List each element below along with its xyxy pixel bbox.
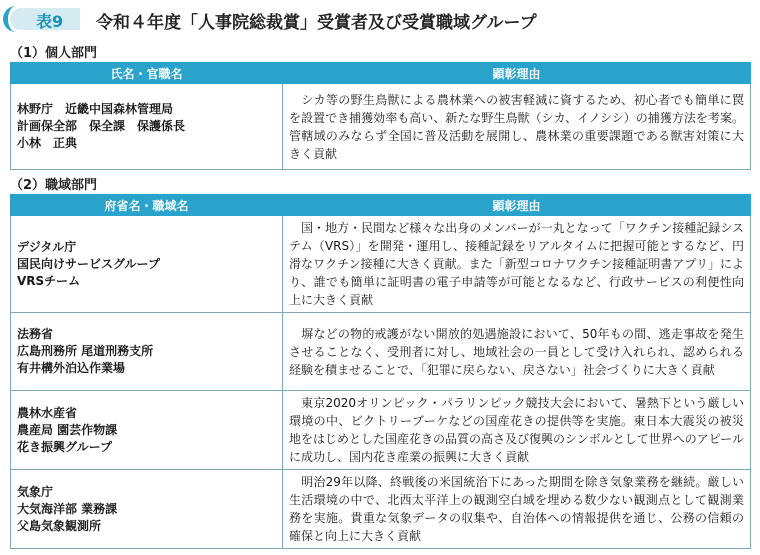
workplace-line: VRSチーム [17, 273, 81, 288]
page-title: 令和４年度「人事院総裁賞」受賞者及び受賞職域グループ [96, 13, 537, 33]
table-header-row [11, 63, 751, 84]
workplace-name-cell [11, 470, 283, 549]
workplace-name-cell [11, 313, 283, 391]
award-reason-text: 東京2020オリンピック・パラリンピック競技大会において、暑熱下という厳しい環境の中、ビクトリーブーケなどの国産花きの提供等を実施。東日本大震災の被災地をはじめとした国産花きの品質の高さ及び復興のシンボルとして世界へのアピールに成功し、国内花き産業の振興に大きく貢献 [289, 396, 744, 464]
title-row [0, 0, 760, 38]
table-row [11, 216, 751, 313]
award-reason-text: 塀などの物的戒護がない開放的処遇施設において、50年もの間、逃走事故を発生させることなく、受刑者に対し、地域社会の一員として受け入れられ、認められる経験を積ませることで、「犯罪に戻らない、戻さない」社会づくりに大きく貢献 [289, 326, 744, 377]
awardee-line: 計画保全部 保全課 保護係長 [17, 119, 186, 133]
column-header-reason: 顕彰理由 [283, 195, 751, 216]
award-reason-cell [283, 470, 751, 549]
workplace-line: 花き振興グループ [17, 439, 113, 454]
workplace-line: 法務省 [17, 327, 54, 341]
award-reason-text: 国・地方・民間など様々な出身のメンバーが一丸となって「ワクチン接種記録システム（VRS）」を開発・運用し、接種記録をリアルタイムに把握可能とするなど、円滑なワクチン接種に大きく貢献。また「新型コロナワクチン接種証明書アプリ」により、誰でも簡単に証明書の電子申請等が可能となるなど、行政サービスの利便性向上に大きく貢献 [289, 221, 744, 307]
award-reason-cell [283, 313, 751, 391]
workplace-line: 広島刑務所 尾道刑務支所 [17, 344, 154, 358]
individual-awards-table [10, 62, 751, 170]
award-reason-cell [283, 391, 751, 470]
award-reason-cell [283, 84, 751, 170]
table-header-row [11, 195, 751, 216]
award-reason-text: シカ等の野生鳥獣による農林業への被害軽減に資するため、初心者でも簡単に罠を設置でき捕獲効率も高い、新たな野生鳥獣（シカ、イノシシ）の捕獲方法を考案。管轄域のみならず全国に普及活動を展開し、農林業の重要課題である獣害対策に大きく貢献 [289, 92, 744, 161]
table-row [11, 84, 751, 170]
workplace-line: 農産局 園芸作物課 [17, 422, 118, 437]
award-reason-cell [283, 216, 751, 313]
section-heading-workplace: （2）職域部門 [10, 178, 98, 193]
workplace-line: 有井構外泊込作業場 [17, 361, 126, 375]
workplace-name-cell [11, 216, 283, 313]
section-heading-individual: （1）個人部門 [10, 46, 98, 61]
workplace-line: 父島気象観測所 [17, 518, 102, 533]
workplace-line: デジタル庁 [17, 239, 77, 254]
workplace-line: 国民向けサービスグループ [17, 256, 161, 271]
workplace-line: 大気海洋部 業務課 [17, 501, 118, 516]
awardee-line: 小林 正典 [17, 136, 78, 150]
table-row [11, 313, 751, 391]
column-header-reason: 顕彰理由 [283, 63, 751, 84]
workplace-awards-table [10, 194, 751, 549]
table-row [11, 470, 751, 549]
awardee-name-cell [11, 84, 283, 170]
awardee-line: 林野庁 近畿中国森林管理局 [17, 102, 174, 116]
badge-decoration-icon [3, 6, 30, 32]
workplace-line: 気象庁 [17, 484, 54, 499]
workplace-name-cell [11, 391, 283, 470]
workplace-line: 農林水産省 [17, 405, 78, 420]
column-header-ministry: 府省名・職域名 [11, 195, 283, 216]
table-number: 表9 [36, 12, 64, 31]
column-header-name: 氏名・官職名 [11, 63, 283, 84]
award-reason-text: 明治29年以降、終戦後の米国統治下にあった期間を除き気象業務を継続。厳しい生活環境の中で、北西太平洋上の観測空白域を埋める数少ない観測点として観測業務を実施。貴重な気象データの収集や、自治体への情報提供を通じ、公務の信頼の確保と向上に大きく貢献 [289, 475, 744, 543]
table-row [11, 391, 751, 470]
